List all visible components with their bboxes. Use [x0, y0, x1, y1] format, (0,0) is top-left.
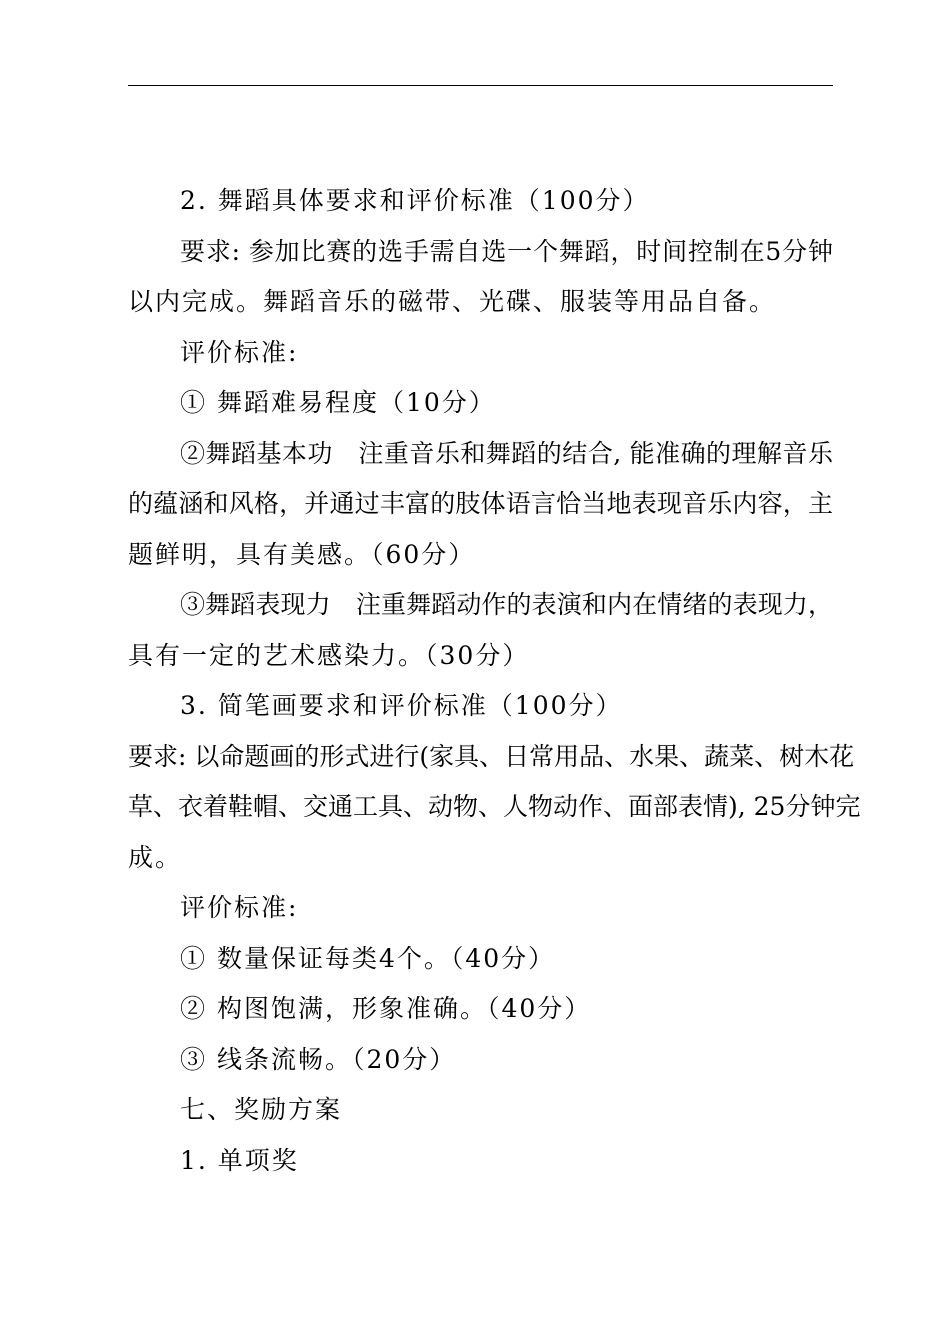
document-body [128, 176, 861, 1186]
drawing-requirement-line-3: 成。 [128, 842, 183, 872]
section-heading-awards: 七、奖励方案 [180, 1095, 343, 1124]
dance-criterion-3-line-1: ③舞蹈表现力 注重舞蹈动作的表演和内在情绪的表现力， [180, 590, 833, 619]
dance-criteria-label: 评价标准: [180, 337, 299, 367]
section-heading-drawing: 3. 简笔画要求和评价标准（100分） [180, 691, 623, 720]
drawing-criterion-2: ② 构图饱满，形象准确。（40分） [180, 994, 592, 1023]
drawing-criterion-3: ③ 线条流畅。（20分） [180, 1044, 457, 1074]
dance-criterion-1: ① 舞蹈难易程度（10分） [180, 388, 496, 417]
header-rule [128, 85, 833, 86]
award-item-1: 1. 单项奖 [180, 1145, 299, 1175]
drawing-criteria-label: 评价标准: [180, 893, 299, 922]
dance-criterion-2-line-2: 的蕴涵和风格，并通过丰富的肢体语言恰当地表现音乐内容，主 [128, 489, 833, 518]
drawing-criterion-1: ① 数量保证每类4个。（40分） [180, 943, 556, 973]
dance-criterion-2-line-3: 题鲜明，具有美感。（60分） [128, 539, 476, 569]
dance-criterion-3-line-2: 具有一定的艺术感染力。（30分） [128, 640, 530, 670]
drawing-requirement-line-1: 要求: 以命题画的形式进行(家具、日常用品、水果、蔬菜、树木花 [128, 741, 855, 771]
dance-requirement-line-2: 以内完成。舞蹈音乐的磁带、光碟、服装等用品自备。 [128, 287, 777, 316]
dance-requirement-line-1: 要求: 参加比赛的选手需自选一个舞蹈，时间控制在5分钟 [180, 236, 833, 266]
section-heading-dance: 2. 舞蹈具体要求和评价标准（100分） [180, 186, 650, 215]
drawing-requirement-line-2: 草、衣着鞋帽、交通工具、动物、人物动作、面部表情), 25分钟完 [128, 792, 861, 821]
dance-criterion-2-line-1: ②舞蹈基本功 注重音乐和舞蹈的结合, 能准确的理解音乐 [180, 438, 833, 468]
